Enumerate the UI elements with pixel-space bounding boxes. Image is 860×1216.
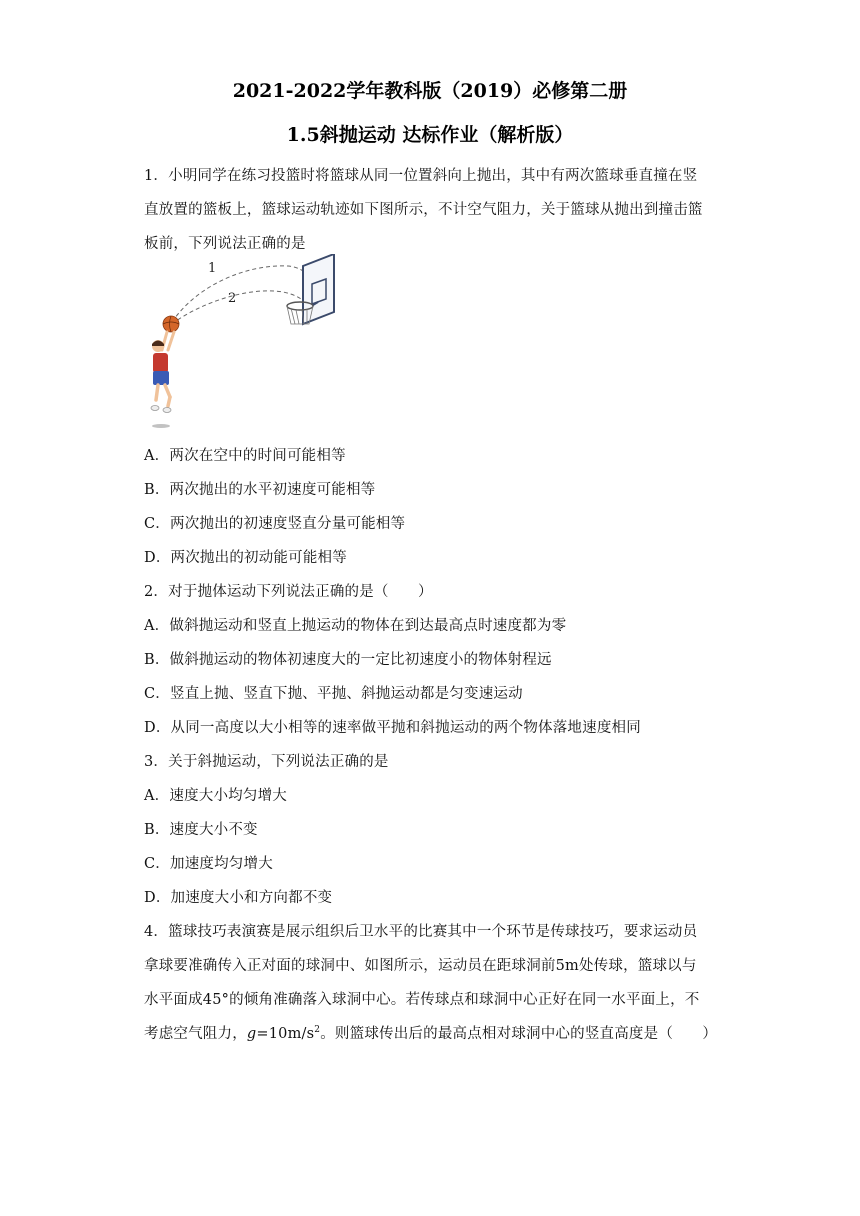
document-title: 2021-2022学年教科版（2019）必修第二册 bbox=[232, 80, 628, 102]
question-3-option-a: A．速度大小均匀增大 bbox=[144, 788, 287, 804]
question-4-line-4 bbox=[144, 1022, 724, 1043]
question-3-stem: 3．关于斜抛运动，下列说法正确的是 bbox=[144, 754, 389, 770]
trajectory-label-1: 1 bbox=[208, 261, 217, 276]
question-2-stem: 2．对于抛体运动下列说法正确的是（ ） bbox=[144, 584, 433, 600]
basketball-figure bbox=[138, 254, 344, 434]
trajectory-label-2: 2 bbox=[228, 291, 237, 306]
question-3-option-b: B．速度大小不变 bbox=[144, 822, 258, 838]
question-2-option-a: A．做斜抛运动和竖直上抛运动的物体在到达最高点时速度都为零 bbox=[144, 618, 567, 634]
gravity-unit-exponent: 2 bbox=[314, 1025, 321, 1036]
question-4-line-3: 水平面成45°的倾角准确落入球洞中心。若传球点和球洞中心正好在同一水平面上，不 bbox=[144, 992, 700, 1008]
question-1-option-d: D．两次抛出的初动能可能相等 bbox=[144, 550, 347, 566]
question-4-line-1: 4．篮球技巧表演赛是展示组织后卫水平的比赛其中一个环节是传球技巧，要求运动员 bbox=[144, 924, 698, 940]
question-1-option-c: C．两次抛出的初速度竖直分量可能相等 bbox=[144, 516, 406, 532]
player-figure bbox=[151, 332, 174, 428]
gravity-value: =10m/s bbox=[256, 1026, 315, 1042]
question-3-option-d: D．加速度大小和方向都不变 bbox=[144, 890, 333, 906]
question-1-line-2: 直放置的篮板上，篮球运动轨迹如下图所示，不计空气阻力，关于篮球从抛出到撞击篮 bbox=[144, 202, 703, 218]
question-2-option-d: D．从同一高度以大小相等的速率做平抛和斜抛运动的两个物体落地速度相同 bbox=[144, 720, 641, 736]
gravity-symbol: g bbox=[246, 1026, 257, 1042]
question-4-text-before-g: 考虑空气阻力， bbox=[144, 1026, 247, 1042]
question-1-option-a: A．两次在空中的时间可能相等 bbox=[144, 448, 346, 464]
question-1-line-3: 板前，下列说法正确的是 bbox=[144, 236, 306, 252]
question-1-option-b: B．两次抛出的水平初速度可能相等 bbox=[144, 482, 376, 498]
question-2-option-b: B．做斜抛运动的物体初速度大的一定比初速度小的物体射程远 bbox=[144, 652, 552, 668]
basketball-icon bbox=[163, 316, 179, 332]
question-4-line-2: 拿球要准确传入正对面的球洞中、如图所示，运动员在距球洞前5m处传球，篮球以与 bbox=[144, 958, 697, 974]
question-2-option-c: C．竖直上抛、竖直下抛、平抛、斜抛运动都是匀变速运动 bbox=[144, 686, 523, 702]
document-subtitle: 1.5斜抛运动 达标作业（解析版） bbox=[286, 124, 574, 146]
backboard bbox=[303, 254, 334, 324]
question-4-text-rest: 。则篮球传出后的最高点相对球洞中心的竖直高度是（ ） bbox=[320, 1026, 718, 1042]
question-3-option-c: C．加速度均匀增大 bbox=[144, 856, 273, 872]
question-1-line-1: 1．小明同学在练习投篮时将篮球从同一位置斜向上抛出，其中有两次篮球垂直撞在竖 bbox=[144, 168, 698, 184]
basketball-illustration bbox=[138, 254, 344, 434]
